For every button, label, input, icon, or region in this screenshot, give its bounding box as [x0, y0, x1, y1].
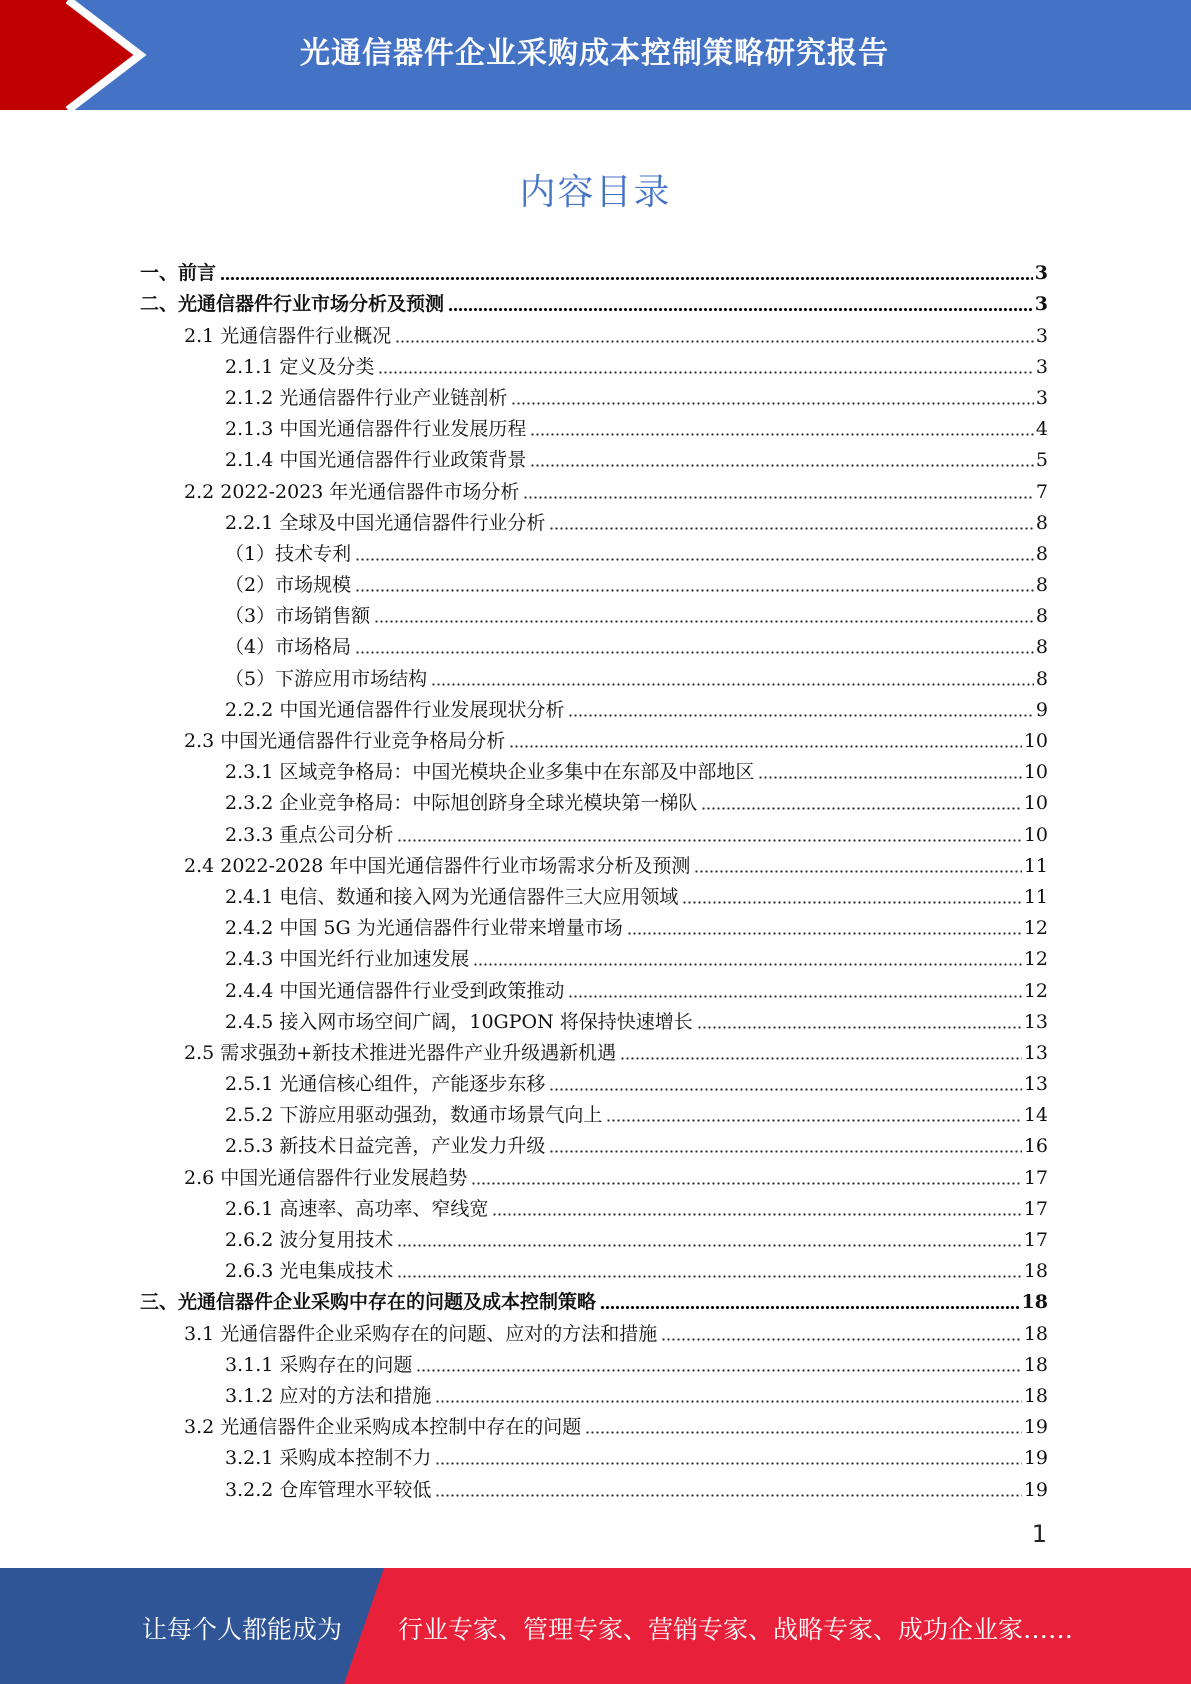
- toc-entry-text: 2.2 2022-2023 年光通信器件市场分析: [184, 480, 520, 503]
- toc-dot-leader: [697, 1021, 1022, 1029]
- toc-entry-text: 2.3.2 企业竞争格局：中际旭创跻身全球光模块第一梯队: [225, 792, 698, 815]
- page-footer: [0, 1568, 1191, 1684]
- toc-entry[interactable]: [140, 784, 1048, 815]
- toc-entry-page: 13: [1023, 1073, 1048, 1096]
- toc-entry-page: 12: [1023, 979, 1048, 1002]
- toc-entry-page: 8: [1035, 542, 1048, 565]
- toc-entry[interactable]: [140, 316, 1048, 347]
- toc-entry-text: 2.4.4 中国光通信器件行业受到政策推动: [225, 979, 565, 1002]
- toc-entry-text: 2.3.3 重点公司分析: [225, 823, 394, 846]
- toc-entry[interactable]: [140, 410, 1048, 441]
- toc-dot-leader: [374, 615, 1034, 623]
- toc-entry[interactable]: [140, 1158, 1048, 1189]
- toc-dot-leader: [694, 865, 1021, 873]
- toc-entry[interactable]: [140, 1408, 1048, 1439]
- toc-entry-page: 10: [1023, 761, 1048, 784]
- toc-entry[interactable]: [140, 628, 1048, 659]
- toc-entry-text: 2.4.5 接入网市场空间广阔，10GPON 将保持快速增长: [225, 1010, 693, 1033]
- toc-dot-leader: [395, 335, 1034, 343]
- toc-dot-leader: [509, 740, 1022, 748]
- toc-entry-text: 3.2 光通信器件企业采购成本控制中存在的问题: [184, 1416, 582, 1439]
- toc-entry-text: 2.2.1 全球及中国光通信器件行业分析: [225, 511, 546, 534]
- toc-entry-page: 10: [1023, 823, 1048, 846]
- toc-entry-text: 3.1.2 应对的方法和措施: [225, 1384, 432, 1407]
- toc-entry[interactable]: [140, 254, 1048, 285]
- toc-dot-leader: [471, 1177, 1022, 1185]
- toc-entry[interactable]: [140, 878, 1048, 909]
- toc-entry-text: 3.2.1 采购成本控制不力: [225, 1447, 432, 1470]
- toc-dot-leader: [661, 1333, 1022, 1341]
- toc-entry[interactable]: [140, 1221, 1048, 1252]
- toc-entry[interactable]: [140, 940, 1048, 971]
- toc-entry-page: 12: [1023, 948, 1048, 971]
- toc-dot-leader: [585, 1426, 1022, 1434]
- toc-entry-page: 16: [1023, 1135, 1048, 1158]
- toc-entry-text: 2.6.3 光电集成技术: [225, 1260, 394, 1283]
- toc-dot-leader: [355, 553, 1034, 561]
- toc-entry[interactable]: [140, 1377, 1048, 1408]
- toc-entry[interactable]: [140, 659, 1048, 690]
- toc-entry-text: 2.5.2 下游应用驱动强劲，数通市场景气向上: [225, 1104, 603, 1127]
- toc-entry[interactable]: [140, 1096, 1048, 1127]
- toc-entry-page: 8: [1035, 605, 1048, 628]
- toc-entry-page: 19: [1023, 1447, 1048, 1470]
- toc-entry[interactable]: [140, 1034, 1048, 1065]
- toc-entry-page: 19: [1023, 1478, 1048, 1501]
- toc-entry[interactable]: [140, 971, 1048, 1002]
- toc-dot-leader: [701, 802, 1021, 810]
- toc-dot-leader: [523, 491, 1033, 499]
- toc-entry-page: 17: [1023, 1166, 1048, 1189]
- toc-dot-leader: [511, 397, 1034, 405]
- toc-dot-leader: [682, 896, 1021, 904]
- toc-entry-text: 2.5.3 新技术日益完善，产业发力升级: [225, 1135, 546, 1158]
- toc-dot-leader: [435, 1489, 1021, 1497]
- toc-entry-page: 11: [1023, 885, 1048, 908]
- toc-entry[interactable]: [140, 815, 1048, 846]
- toc-entry-text: 三、光通信器件企业采购中存在的问题及成本控制策略: [140, 1291, 597, 1314]
- toc-entry-text: 2.4.2 中国 5G 为光通信器件行业带来增量市场: [225, 917, 623, 940]
- toc-entry[interactable]: [140, 691, 1048, 722]
- toc-entry-text: （3）市场销售额: [225, 605, 371, 628]
- toc-entry-page: 19: [1023, 1416, 1048, 1439]
- toc-entry[interactable]: [140, 1314, 1048, 1345]
- toc-entry-text: 2.5 需求强劲+新技术推进光器件产业升级遇新机遇: [184, 1041, 617, 1064]
- toc-entry-page: 8: [1035, 574, 1048, 597]
- toc-entry-page: 3: [1034, 262, 1048, 285]
- toc-entry[interactable]: [140, 847, 1048, 878]
- toc-entry-text: 2.1 光通信器件行业概况: [184, 324, 392, 347]
- toc-dot-leader: [397, 1270, 1021, 1278]
- toc-dot-leader: [568, 709, 1034, 717]
- toc-entry-page: 14: [1023, 1104, 1048, 1127]
- page-number: 1: [1031, 1520, 1047, 1548]
- toc-entry-page: 5: [1035, 449, 1048, 472]
- toc-entry-text: 二、光通信器件行业市场分析及预测: [140, 293, 445, 316]
- toc-entry-page: 3: [1035, 324, 1048, 347]
- footer-slogan-left: 让每个人都能成为: [142, 1615, 343, 1644]
- toc-entry-text: 2.1.1 定义及分类: [225, 355, 375, 378]
- toc-entry-text: 一、前言: [140, 262, 217, 285]
- footer-slogan-right: 行业专家、管理专家、营销专家、战略专家、成功企业家……: [398, 1615, 1074, 1644]
- page-header: [0, 0, 1191, 110]
- toc-entry[interactable]: [140, 909, 1048, 940]
- toc-dot-leader: [435, 1457, 1021, 1465]
- toc-entry-page: 12: [1023, 917, 1048, 940]
- toc-dot-leader: [448, 303, 1033, 311]
- toc-entry[interactable]: [140, 504, 1048, 535]
- toc-dot-leader: [431, 678, 1034, 686]
- toc-title: 内容目录: [519, 172, 672, 213]
- toc-entry-text: 2.1.4 中国光通信器件行业政策背景: [225, 449, 527, 472]
- toc-entry-page: 18: [1021, 1291, 1048, 1314]
- toc-entry[interactable]: [140, 1346, 1048, 1377]
- toc-entry-text: （1）技术专利: [225, 542, 352, 565]
- toc-entry-text: 2.4.1 电信、数通和接入网为光通信器件三大应用领域: [225, 885, 679, 908]
- toc-entry-page: 13: [1023, 1010, 1048, 1033]
- toc-entry-page: 9: [1035, 698, 1048, 721]
- toc-entry-page: 8: [1035, 636, 1048, 659]
- toc-entry-text: 2.3.1 区域竞争格局：中国光模块企业多集中在东部及中部地区: [225, 761, 755, 784]
- toc-entry[interactable]: [140, 722, 1048, 753]
- toc-entry-page: 10: [1023, 730, 1048, 752]
- toc-entry-text: 2.4 2022-2028 年中国光通信器件行业市场需求分析及预测: [184, 854, 691, 877]
- toc-entry[interactable]: [140, 566, 1048, 597]
- toc-entry-page: 10: [1023, 792, 1048, 815]
- toc-entry-text: 2.4.3 中国光纤行业加速发展: [225, 948, 470, 971]
- toc-entry-text: （2）市场规模: [225, 574, 352, 597]
- toc-dot-leader: [397, 834, 1021, 842]
- toc-entry-page: 4: [1035, 418, 1048, 441]
- toc-entry[interactable]: [140, 285, 1048, 316]
- toc-dot-leader: [435, 1395, 1021, 1403]
- toc-entry[interactable]: [140, 1470, 1048, 1501]
- toc-dot-leader: [549, 522, 1034, 530]
- toc-entry[interactable]: [140, 379, 1048, 410]
- toc-entry[interactable]: [140, 441, 1048, 472]
- toc-dot-leader: [220, 272, 1033, 280]
- toc-entry-page: 3: [1035, 355, 1048, 378]
- toc-dot-leader: [492, 1208, 1021, 1216]
- toc-entry[interactable]: [140, 1190, 1048, 1221]
- toc-entry-text: （5）下游应用市场结构: [225, 667, 428, 690]
- toc-entry-page: 3: [1035, 386, 1048, 409]
- toc-entry-page: 18: [1023, 1322, 1048, 1345]
- toc-dot-leader: [606, 1114, 1021, 1122]
- toc-entry[interactable]: [140, 1283, 1048, 1314]
- toc-entry-text: 2.6.1 高速率、高功率、窄线宽: [225, 1197, 489, 1220]
- toc-entry-page: 7: [1035, 480, 1048, 503]
- toc-entry-text: 2.6 中国光通信器件行业发展趋势: [184, 1166, 468, 1189]
- table-of-contents: [140, 254, 1048, 1502]
- toc-entry[interactable]: [140, 1003, 1048, 1034]
- toc-entry-text: 2.2.2 中国光通信器件行业发展现状分析: [225, 698, 565, 721]
- toc-dot-leader: [758, 771, 1021, 779]
- toc-entry[interactable]: [140, 753, 1048, 784]
- toc-entry[interactable]: [140, 535, 1048, 566]
- toc-entry-page: 11: [1023, 854, 1048, 877]
- toc-entry-text: 2.5.1 光通信核心组件，产能逐步东移: [225, 1073, 546, 1096]
- toc-dot-leader: [549, 1083, 1021, 1091]
- toc-entry-text: 3.2.2 仓库管理水平较低: [225, 1478, 432, 1501]
- toc-entry-page: 8: [1035, 511, 1048, 534]
- toc-entry[interactable]: [140, 1252, 1048, 1283]
- toc-entry-page: 18: [1023, 1353, 1048, 1376]
- toc-entry[interactable]: [140, 1065, 1048, 1096]
- toc-dot-leader: [416, 1364, 1021, 1372]
- toc-dot-leader: [627, 927, 1022, 935]
- toc-entry-text: 3.1 光通信器件企业采购存在的问题、应对的方法和措施: [184, 1322, 658, 1345]
- toc-dot-leader: [530, 459, 1034, 467]
- toc-entry[interactable]: [140, 1127, 1048, 1158]
- toc-dot-leader: [355, 584, 1034, 592]
- toc-dot-leader: [378, 366, 1034, 374]
- toc-dot-leader: [620, 1052, 1022, 1060]
- toc-entry[interactable]: [140, 348, 1048, 379]
- toc-dot-leader: [549, 1145, 1021, 1153]
- toc-entry-text: 2.1.2 光通信器件行业产业链剖析: [225, 386, 508, 409]
- toc-dot-leader: [473, 958, 1021, 966]
- toc-entry-page: 17: [1023, 1229, 1048, 1251]
- toc-entry-text: 3.1.1 采购存在的问题: [225, 1353, 413, 1376]
- toc-entry-page: 18: [1023, 1384, 1048, 1407]
- toc-entry[interactable]: [140, 597, 1048, 628]
- toc-entry-page: 8: [1035, 667, 1048, 690]
- toc-entry[interactable]: [140, 1439, 1048, 1470]
- toc-dot-leader: [530, 428, 1034, 436]
- toc-entry-page: 18: [1023, 1260, 1048, 1283]
- header-arrow-decoration: [0, 0, 160, 110]
- toc-dot-leader: [600, 1301, 1020, 1309]
- toc-entry[interactable]: [140, 472, 1048, 503]
- toc-entry-page: 13: [1023, 1041, 1048, 1064]
- toc-dot-leader: [397, 1239, 1021, 1247]
- toc-entry-text: 2.3 中国光通信器件行业竞争格局分析: [184, 730, 506, 752]
- toc-entry-page: 17: [1023, 1197, 1048, 1220]
- header-title: 光通信器件企业采购成本控制策略研究报告: [300, 36, 889, 71]
- toc-dot-leader: [568, 990, 1021, 998]
- toc-entry-page: 3: [1034, 293, 1048, 316]
- toc-dot-leader: [355, 646, 1034, 654]
- toc-entry-text: 2.1.3 中国光通信器件行业发展历程: [225, 418, 527, 441]
- toc-entry-text: 2.6.2 波分复用技术: [225, 1229, 394, 1251]
- toc-entry-text: （4）市场格局: [225, 636, 352, 659]
